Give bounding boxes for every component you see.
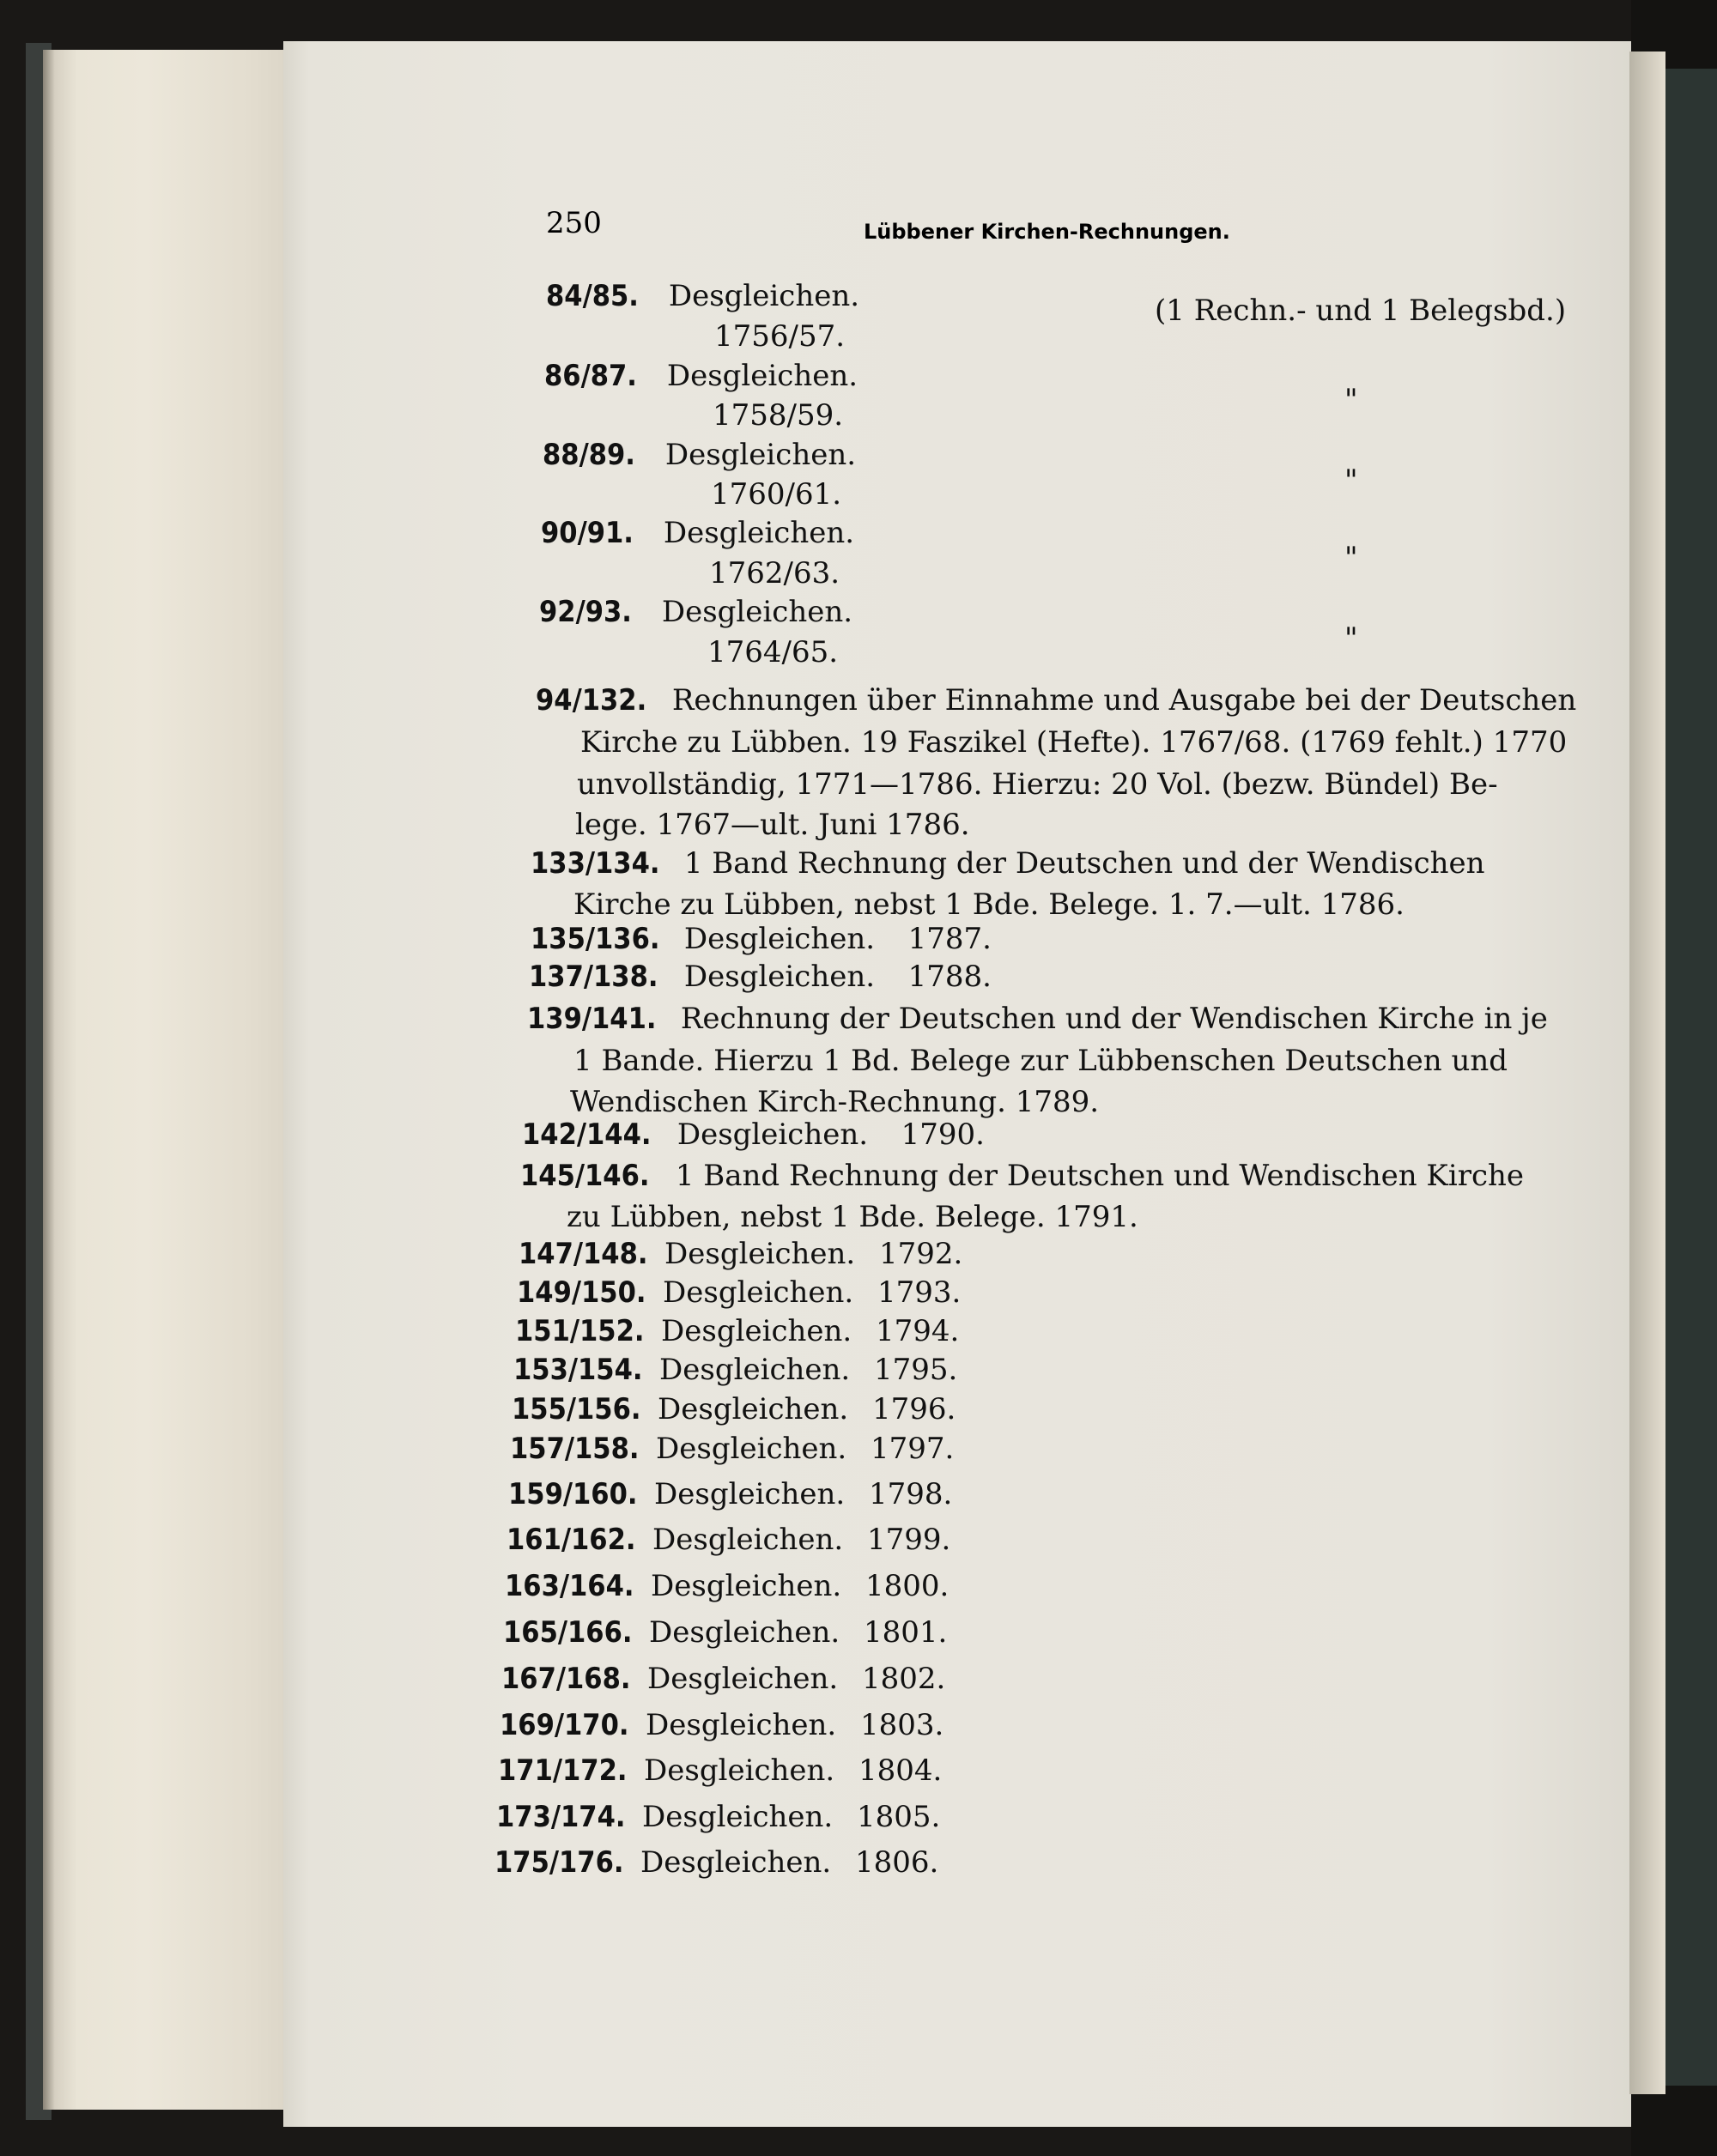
- paragraph-line: unvollständig, 1771—1786. Hierzu: 20 Vol. (bezw. Bündel) Be-: [577, 767, 1498, 802]
- list-item: [501, 1662, 945, 1696]
- entry-text: Desgleichen.: [683, 960, 876, 994]
- ditto-mark: ": [1344, 541, 1358, 575]
- entry-text: Desgleichen.: [676, 1117, 869, 1152]
- entry-note: (1 Rechn.- und 1 Belegsbd.): [1155, 294, 1567, 328]
- entry-year: 1803.: [860, 1708, 944, 1742]
- entry-number: 165/166.: [503, 1615, 633, 1650]
- paragraph-line: zu Lübben, nebst 1 Bde. Belege. 1791.: [567, 1200, 1138, 1234]
- list-item: [507, 1523, 950, 1557]
- entry-text: Desgleichen.: [663, 516, 855, 550]
- paragraph-text: 1 Band Rechnung der Deutschen und der Wendischen: [683, 846, 1485, 881]
- entry-number: 159/160.: [508, 1477, 638, 1511]
- entry-number: 84/85.: [546, 279, 639, 313]
- list-item: [519, 1237, 962, 1271]
- paragraph-line: lege. 1767—ult. Juni 1786.: [575, 808, 970, 842]
- entry-text: Desgleichen.: [652, 1523, 844, 1557]
- entry-year: 1795.: [874, 1353, 958, 1387]
- entry-year: 1764/65.: [707, 635, 839, 669]
- entry-number: 169/170.: [500, 1708, 629, 1742]
- list-item: [503, 1615, 947, 1650]
- entry-text: Desgleichen.: [656, 1432, 847, 1466]
- entry-text: Desgleichen.: [642, 1800, 834, 1834]
- entry-year: 1800.: [865, 1569, 950, 1603]
- book-cover-right: [1665, 69, 1717, 2086]
- entry-line: [543, 438, 856, 472]
- list-item: [498, 1753, 942, 1788]
- entry-number: 137/138.: [529, 960, 658, 994]
- entry-number: 145/146.: [520, 1159, 650, 1193]
- entry-text: Desgleichen.: [640, 1845, 832, 1880]
- entry-number: 139/141.: [527, 1002, 657, 1036]
- entry-number: 157/158.: [510, 1432, 640, 1466]
- entry-year: 1760/61.: [711, 477, 842, 512]
- running-title: Lübbener Kirchen-Rechnungen.: [864, 220, 1230, 244]
- entry-number: 88/89.: [543, 438, 635, 472]
- right-page-edge: [1629, 51, 1665, 2094]
- entry-number: 173/174.: [496, 1800, 626, 1834]
- entry-number: 133/134.: [531, 846, 660, 881]
- entry-year: 1805.: [857, 1800, 941, 1834]
- entry-year: 1797.: [871, 1432, 955, 1466]
- entry-number: 135/136.: [531, 922, 660, 956]
- entry-year: 1798.: [869, 1477, 953, 1511]
- entry-year: 1806.: [855, 1845, 939, 1880]
- paragraph-line: Kirche zu Lübben, nebst 1 Bde. Belege. 1. 7.—ult. 1786.: [573, 887, 1405, 922]
- paragraph-line: [527, 1002, 1548, 1036]
- page-block-edge: [43, 50, 300, 2110]
- entry-year: 1804.: [858, 1753, 943, 1788]
- entry-year: 1787.: [907, 922, 992, 956]
- entry-text: Desgleichen.: [644, 1753, 835, 1788]
- list-item: [500, 1708, 943, 1742]
- entry-text: Desgleichen.: [664, 438, 857, 472]
- entry-text: Desgleichen.: [663, 1275, 854, 1310]
- list-item: [494, 1845, 938, 1880]
- ditto-mark: ": [1344, 463, 1358, 498]
- entry-text: Desgleichen.: [649, 1615, 840, 1650]
- page: [283, 41, 1631, 2127]
- list-item: [517, 1275, 961, 1310]
- entry-text: Desgleichen.: [661, 1314, 852, 1348]
- entry-text: Desgleichen.: [647, 1662, 839, 1696]
- entry-text: Desgleichen.: [646, 1708, 837, 1742]
- paragraph-line: 1 Bande. Hierzu 1 Bd. Belege zur Lübbenschen Deutschen und: [573, 1044, 1508, 1078]
- paragraph-text: Rechnung der Deutschen und der Wendischen Kirche in je: [680, 1002, 1548, 1036]
- list-item: [512, 1392, 956, 1426]
- entry-line: [522, 1117, 985, 1152]
- entry-number: 86/87.: [544, 359, 637, 393]
- entry-year: 1788.: [907, 960, 992, 994]
- paragraph-text: Rechnungen über Einnahme und Ausgabe bei der Deutschen: [671, 683, 1577, 718]
- entry-number: 92/93.: [539, 595, 632, 629]
- entry-number: 142/144.: [522, 1117, 652, 1152]
- list-item: [508, 1477, 952, 1511]
- entry-number: 155/156.: [512, 1392, 641, 1426]
- entry-line: [529, 960, 992, 994]
- entry-text: Desgleichen.: [654, 1477, 846, 1511]
- entry-number: 153/154.: [513, 1353, 643, 1387]
- entry-line: [544, 359, 858, 393]
- list-item: [513, 1353, 957, 1387]
- entry-year: 1796.: [872, 1392, 956, 1426]
- entry-number: 171/172.: [498, 1753, 628, 1788]
- entry-number: 161/162.: [507, 1523, 636, 1557]
- entry-text: Desgleichen.: [664, 1237, 856, 1271]
- entry-text: Desgleichen.: [659, 1353, 851, 1387]
- entry-text: Desgleichen.: [661, 595, 853, 629]
- entry-number: 149/150.: [517, 1275, 646, 1310]
- entry-number: 147/148.: [519, 1237, 648, 1271]
- entry-year: 1801.: [864, 1615, 948, 1650]
- entry-text: Desgleichen.: [668, 279, 860, 313]
- entry-year: 1792.: [879, 1237, 963, 1271]
- entry-line: [531, 922, 992, 956]
- entry-number: 175/176.: [494, 1845, 624, 1880]
- entry-line: [541, 516, 854, 550]
- entry-text: Desgleichen.: [666, 359, 858, 393]
- paragraph-line: [536, 683, 1576, 718]
- entry-text: Desgleichen.: [651, 1569, 842, 1603]
- list-item: [496, 1800, 940, 1834]
- list-item: [515, 1314, 959, 1348]
- entry-year: 1790.: [901, 1117, 985, 1152]
- paragraph-text: 1 Band Rechnung der Deutschen und Wendischen Kirche: [675, 1159, 1525, 1193]
- paragraph-line: Wendischen Kirch-Rechnung. 1789.: [570, 1085, 1100, 1119]
- entry-year: 1799.: [867, 1523, 951, 1557]
- entry-line: [539, 595, 852, 629]
- entry-text: Desgleichen.: [683, 922, 876, 956]
- paragraph-line: [520, 1159, 1524, 1193]
- list-item: [505, 1569, 949, 1603]
- paragraph-line: Kirche zu Lübben. 19 Faszikel (Hefte). 1767/68. (1769 fehlt.) 1770: [580, 725, 1568, 760]
- entry-number: 90/91.: [541, 516, 634, 550]
- entry-year: 1794.: [876, 1314, 960, 1348]
- entry-year: 1756/57.: [714, 319, 846, 354]
- entry-number: 163/164.: [505, 1569, 634, 1603]
- entry-year: 1793.: [877, 1275, 962, 1310]
- ditto-mark: ": [1344, 383, 1358, 417]
- entry-year: 1762/63.: [709, 556, 840, 590]
- entry-number: 151/152.: [515, 1314, 645, 1348]
- entry-line: [546, 279, 859, 313]
- entry-year: 1802.: [862, 1662, 946, 1696]
- paragraph-line: [531, 846, 1485, 881]
- entry-number: 167/168.: [501, 1662, 631, 1696]
- entry-text: Desgleichen.: [658, 1392, 849, 1426]
- entry-number: 94/132.: [536, 683, 647, 718]
- list-item: [510, 1432, 954, 1466]
- entry-year: 1758/59.: [713, 398, 844, 433]
- page-number: 250: [546, 206, 602, 240]
- ditto-mark: ": [1344, 621, 1358, 656]
